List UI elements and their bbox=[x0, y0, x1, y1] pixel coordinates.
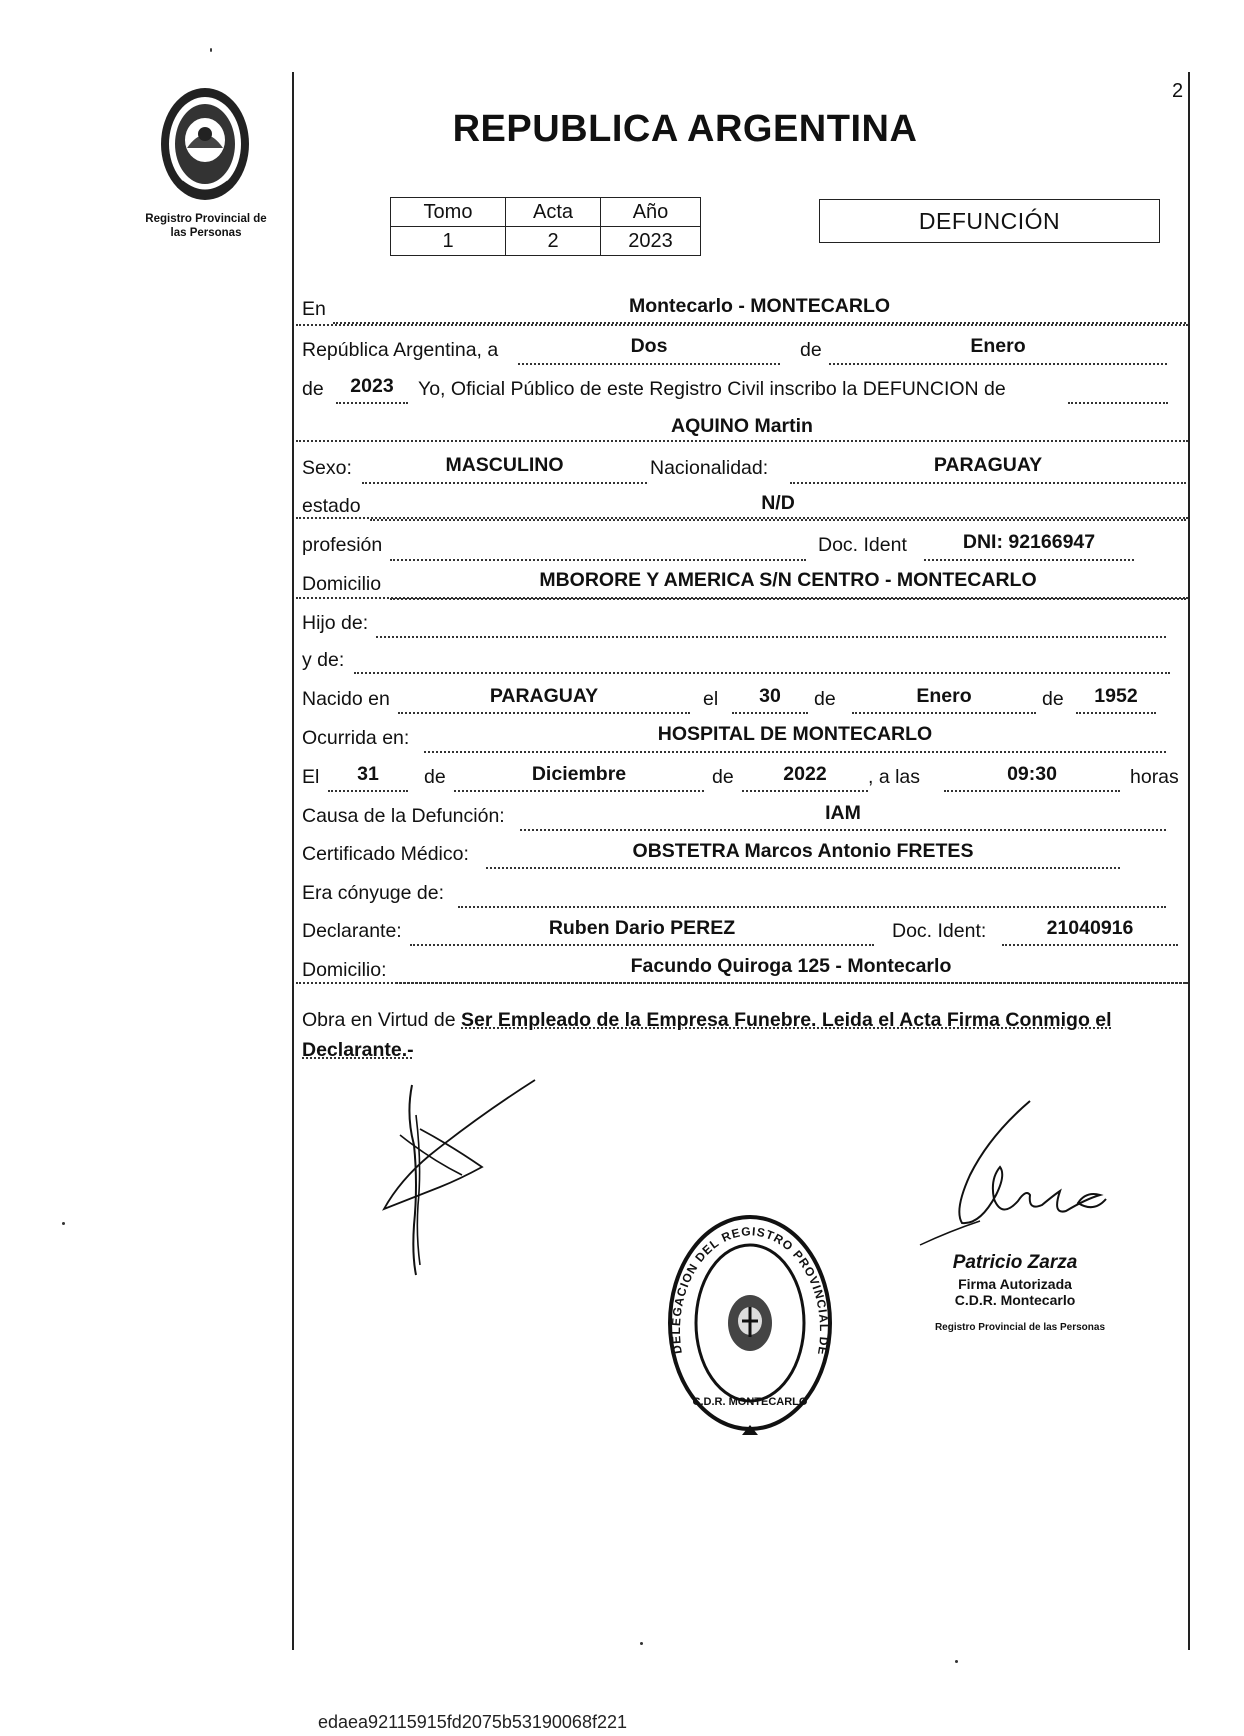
dotted-line bbox=[852, 712, 1036, 714]
label-estado: estado bbox=[302, 495, 361, 517]
right-margin-rule bbox=[1188, 72, 1190, 1650]
record-type-box: DEFUNCIÓN bbox=[819, 199, 1160, 243]
label-yo-oficial: Yo, Oficial Público de este Registro Civil inscribo la DEFUNCION de bbox=[418, 378, 1006, 400]
dotted-line bbox=[454, 790, 704, 792]
dotted-line bbox=[390, 598, 1186, 600]
scan-speck bbox=[955, 1660, 958, 1663]
label-declarante: Declarante: bbox=[302, 920, 402, 942]
value-domicilio: MBORORE Y AMERICA S/N CENTRO - MONTECARLO bbox=[539, 569, 1037, 591]
label-republica: República Argentina, a bbox=[302, 339, 499, 361]
dotted-line bbox=[944, 790, 1120, 792]
value-def-anio: 2022 bbox=[783, 763, 827, 785]
row-rule bbox=[296, 440, 1188, 442]
value-sexo: MASCULINO bbox=[445, 454, 564, 476]
official-signature bbox=[910, 1095, 1110, 1255]
dotted-line bbox=[333, 322, 1186, 324]
dotted-line bbox=[520, 829, 1166, 831]
row-rule bbox=[296, 324, 1188, 326]
label-def-el: El bbox=[302, 766, 320, 788]
stamp-inner-text: C.D.R. MONTECARLO bbox=[692, 1396, 808, 1408]
obra-en-virtud bbox=[302, 1005, 1202, 1065]
signer-office: Registro Provincial de las Personas bbox=[934, 1322, 1106, 1333]
dotted-line bbox=[336, 402, 408, 404]
label-de-mes: de bbox=[800, 339, 822, 361]
value-def-mes: Diciembre bbox=[531, 763, 627, 785]
register-header-anio: Año bbox=[601, 198, 701, 227]
value-nac-dia: 30 bbox=[759, 685, 781, 707]
label-doc-ident: Doc. Ident bbox=[818, 534, 907, 556]
dotted-line bbox=[410, 944, 874, 946]
value-declarante-doc: 21040916 bbox=[1046, 917, 1134, 939]
dotted-line bbox=[354, 672, 1170, 674]
label-horas: horas bbox=[1130, 766, 1179, 788]
value-nombre: AQUINO Martin bbox=[671, 415, 813, 437]
scan-speck bbox=[640, 1642, 643, 1645]
dotted-line bbox=[398, 712, 690, 714]
label-nac-el: el bbox=[703, 688, 719, 710]
dotted-line bbox=[486, 867, 1120, 869]
label-nac-de-anio: de bbox=[1042, 688, 1064, 710]
scan-speck bbox=[62, 1222, 65, 1225]
dotted-line bbox=[362, 482, 647, 484]
label-nacionalidad: Nacionalidad: bbox=[650, 457, 769, 479]
label-a-las: , a las bbox=[868, 766, 921, 788]
label-sexo: Sexo: bbox=[302, 457, 352, 479]
label-def-de-anio: de bbox=[712, 766, 734, 788]
label-domicilio-declarante: Domicilio: bbox=[302, 959, 387, 981]
dotted-line bbox=[1002, 944, 1178, 946]
signer-name: Patricio Zarza bbox=[952, 1252, 1078, 1273]
dotted-line bbox=[424, 751, 1166, 753]
provincial-seal bbox=[150, 82, 260, 212]
dotted-line bbox=[1068, 402, 1168, 404]
register-header-acta: Acta bbox=[506, 198, 601, 227]
label-profesion: profesión bbox=[302, 534, 383, 556]
register-table bbox=[390, 197, 701, 256]
dotted-line bbox=[370, 519, 1186, 521]
label-declarante-doc: Doc. Ident: bbox=[892, 920, 987, 942]
label-domicilio: Domicilio bbox=[302, 573, 382, 595]
value-certificado: OBSTETRA Marcos Antonio FRETES bbox=[632, 840, 974, 862]
label-def-de-mes: de bbox=[424, 766, 446, 788]
value-dia: Dos bbox=[630, 335, 668, 357]
register-header-tomo: Tomo bbox=[391, 198, 506, 227]
register-value-tomo: 1 bbox=[391, 227, 506, 256]
label-ocurrida-en: Ocurrida en: bbox=[302, 727, 410, 749]
declarant-signature bbox=[370, 1075, 540, 1285]
value-declarante: Ruben Dario PEREZ bbox=[548, 917, 736, 939]
label-causa: Causa de la Defunción: bbox=[302, 805, 505, 827]
label-hijo-de: Hijo de: bbox=[302, 612, 369, 634]
dotted-line bbox=[732, 712, 808, 714]
value-estado: N/D bbox=[761, 492, 795, 514]
register-value-acta: 2 bbox=[506, 227, 601, 256]
label-de-anio: de bbox=[302, 378, 324, 400]
register-value-anio: 2023 bbox=[601, 227, 701, 256]
label-en: En bbox=[302, 298, 326, 320]
value-domicilio-declarante: Facundo Quiroga 125 - Montecarlo bbox=[630, 955, 952, 977]
value-nacido-en: PARAGUAY bbox=[489, 685, 599, 707]
value-anio: 2023 bbox=[350, 375, 394, 397]
value-doc-ident: DNI: 92166947 bbox=[962, 531, 1096, 553]
value-def-dia: 31 bbox=[357, 763, 379, 785]
value-obra-line2: Declarante.- bbox=[302, 1039, 414, 1061]
dotted-line bbox=[829, 363, 1167, 365]
dotted-line bbox=[396, 982, 1186, 984]
dotted-line bbox=[390, 559, 806, 561]
document-hash: edaea92115915fd2075b53190068f221 bbox=[318, 1712, 627, 1732]
value-nac-anio: 1952 bbox=[1094, 685, 1138, 707]
label-conyuge: Era cónyuge de: bbox=[302, 882, 445, 904]
seal-caption: Registro Provincial de las Personas bbox=[145, 213, 267, 239]
dotted-line bbox=[328, 790, 408, 792]
value-causa: IAM bbox=[825, 802, 861, 824]
value-def-hora: 09:30 bbox=[1007, 763, 1057, 785]
label-obra: Obra en Virtud de bbox=[302, 1009, 456, 1031]
value-nac-mes: Enero bbox=[916, 685, 972, 707]
dotted-line bbox=[376, 636, 1166, 638]
dotted-line bbox=[790, 482, 1186, 484]
dotted-line bbox=[924, 559, 1134, 561]
value-ocurrida-en: HOSPITAL DE MONTECARLO bbox=[657, 723, 933, 745]
label-certificado: Certificado Médico: bbox=[302, 843, 469, 865]
label-y-de: y de: bbox=[302, 649, 345, 671]
value-obra-line1: Ser Empleado de la Empresa Funebre. Leida el Acta Firma Conmigo el bbox=[461, 1009, 1112, 1031]
label-nac-de-mes: de bbox=[814, 688, 836, 710]
value-mes: Enero bbox=[970, 335, 1026, 357]
stamp-outer-text: DELEGACION DEL REGISTRO PROVINCIAL DE bbox=[668, 1224, 832, 1357]
dotted-line bbox=[1076, 712, 1156, 714]
scan-speck bbox=[210, 48, 212, 52]
signer-title: Firma Autorizada C.D.R. Montecarlo bbox=[954, 1276, 1076, 1308]
value-nacionalidad: PARAGUAY bbox=[933, 454, 1043, 476]
official-stamp bbox=[656, 1203, 844, 1453]
dotted-line bbox=[742, 790, 868, 792]
dotted-line bbox=[458, 906, 1166, 908]
label-nacido-en: Nacido en bbox=[302, 688, 390, 710]
dotted-line bbox=[518, 363, 780, 365]
document-title: REPUBLICA ARGENTINA bbox=[452, 108, 918, 150]
page-number: 2 bbox=[1172, 80, 1184, 102]
value-lugar: Montecarlo - MONTECARLO bbox=[628, 295, 891, 317]
left-margin-rule bbox=[292, 72, 294, 1650]
